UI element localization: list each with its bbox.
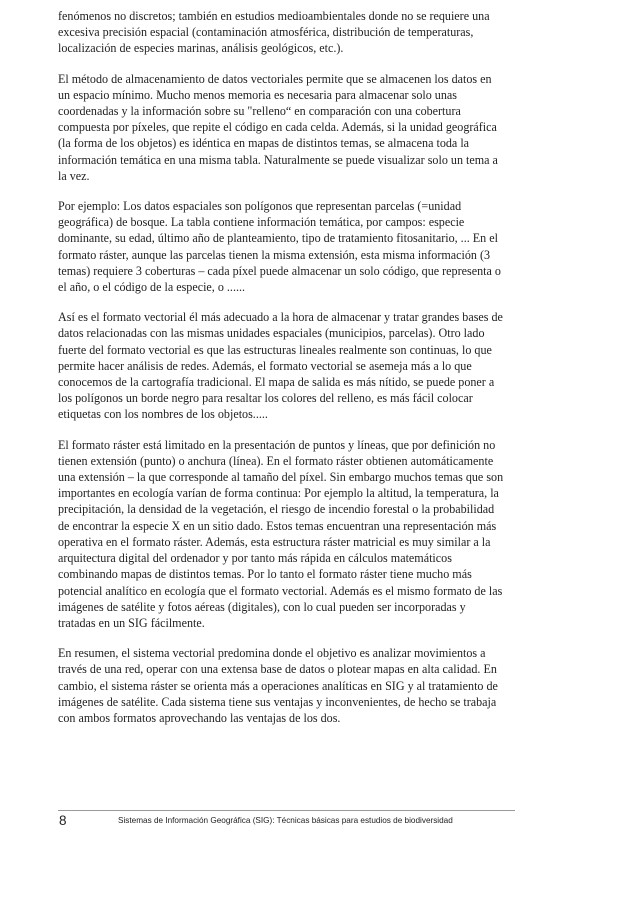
text-line: un espacio mínimo. Mucho menos memoria es necesaria para almacenar solo unas	[58, 87, 457, 102]
text-line: conocemos de la cartografía tradicional. El mapa de salida es más nítido, se puede poner a	[58, 375, 495, 390]
paragraph	[58, 645, 538, 726]
text-line: datos relacionadas con las mismas unidades espaciales (municipios, parcelas). Otro lado	[58, 326, 485, 341]
text-line: coordenadas y la información sobre su "relleno“ en comparación con una cobertura	[58, 104, 461, 119]
footer-title: Sistemas de Información Geográfica (SIG): Técnicas básicas para estudios de biodiversidad	[118, 816, 453, 825]
text-line: Así es el formato vectorial él más adecuado a la hora de almacenar y tratar grandes bases de	[58, 310, 503, 325]
text-line: El formato ráster está limitado en la presentación de puntos y líneas, que por definición no	[58, 437, 496, 452]
text-line: la vez.	[58, 168, 90, 183]
text-line: El método de almacenamiento de datos vectoriales permite que se almacenen los datos en	[58, 71, 492, 86]
paragraph	[58, 437, 538, 631]
text-line: el año, o el código de la especie, o ......	[58, 280, 246, 295]
text-line: imágenes de satélite y fotos aéreas (digitales), con lo cual pueden ser incorporadas y	[58, 599, 466, 614]
paragraph	[58, 8, 538, 57]
text-line: tratadas en un SIG fácilmente.	[58, 615, 205, 630]
text-line: permite hacer análisis de redes. Además, el formato vectorial se asemeja más a lo que	[58, 358, 472, 373]
text-line: combinando mapas de distintos temas. Por lo tanto el formato ráster tiene mucho más	[58, 567, 472, 582]
footer-divider	[58, 810, 515, 811]
text-line: temas) requiere 3 coberturas – cada píxel puede almacenar un solo código, que representa o	[58, 263, 501, 278]
text-line: compuesta por píxeles, que repite el código en cada celda. Además, si la unidad geográfica	[58, 120, 497, 135]
text-line: operativa en el formato ráster. Además, esta estructura ráster matricial es muy similar a la	[58, 534, 491, 549]
text-line: En resumen, el sistema vectorial predomina donde el objetivo es analizar movimientos a	[58, 646, 486, 661]
paragraph	[58, 309, 538, 422]
text-line: de encontrar la especie X en un sitio dado. Estos temas encuentran una representación más	[58, 518, 497, 533]
text-line: Por ejemplo: Los datos espaciales son polígonos que representan parcelas (=unidad	[58, 199, 462, 214]
text-line: formato ráster, aunque las parcelas tienen la misma extensión, esta misma información (3	[58, 247, 491, 262]
paragraph	[58, 198, 538, 295]
paragraph	[58, 71, 538, 184]
document-body	[58, 8, 538, 740]
text-line: potencial analítico en ecología que el formato vectorial. Además es el mismo formato de las	[58, 583, 503, 598]
text-line: localización de especies marinas, análisis geológicos, etc.).	[58, 41, 344, 56]
text-line: con ambos formatos aprovechando las ventajas de los dos.	[58, 710, 341, 725]
text-line: etiquetas con los nombres de los objetos.....	[58, 407, 268, 422]
text-line: geográfica) de bosque. La tabla contiene información temática, por campos: especie	[58, 215, 465, 230]
text-line: través de una red, operar con una extensa base de datos o plotear mapas en alta calidad. En	[58, 662, 497, 677]
text-line: arquitectura digital del ordenador y por tanto más rápida en cálculos matemáticos	[58, 551, 452, 566]
text-line: imágenes de satélite. Cada sistema tiene sus ventajas y inconvenientes, de hecho se trabaja	[58, 694, 497, 709]
text-line: precipitación, la densidad de la vegetación, el riesgo de incendio forestal o la probabilidad	[58, 502, 495, 517]
page-number: 8	[59, 813, 67, 828]
text-line: excesiva precisión espacial (contaminación atmosférica, distribución de temperaturas,	[58, 25, 474, 40]
text-line: los polígonos un borde negro para resaltar los colores del relleno, es más fácil colocar	[58, 391, 473, 406]
text-line: tienen extensión (punto) o anchura (línea). En el formato ráster obtienen automáticamente	[58, 453, 494, 468]
text-line: dominante, su edad, último año de planteamiento, tipo de tratamiento fitosanitario, ... En el	[58, 231, 498, 246]
text-line: información temática en una misma tabla. Naturalmente se puede visualizar solo un tema a	[58, 152, 498, 167]
text-line: cambio, el sistema ráster se orienta más a operaciones analíticas en SIG y al tratamiento de	[58, 678, 498, 693]
text-line: (la forma de los objetos) es idéntica en mapas de distintos temas, se almacena toda la	[58, 136, 470, 151]
text-line: fuerte del formato vectorial es que las estructuras lineales realmente son continuas, lo que	[58, 342, 492, 357]
text-line: importantes en ecología varían de forma continua: Por ejemplo la altitud, la temperatura, la	[58, 486, 499, 501]
text-line: una extensión – la que corresponde al tamaño del píxel. Sin embargo muchos temas que son	[58, 470, 504, 485]
text-line: fenómenos no discretos; también en estudios medioambientales donde no se requiere una	[58, 9, 490, 23]
